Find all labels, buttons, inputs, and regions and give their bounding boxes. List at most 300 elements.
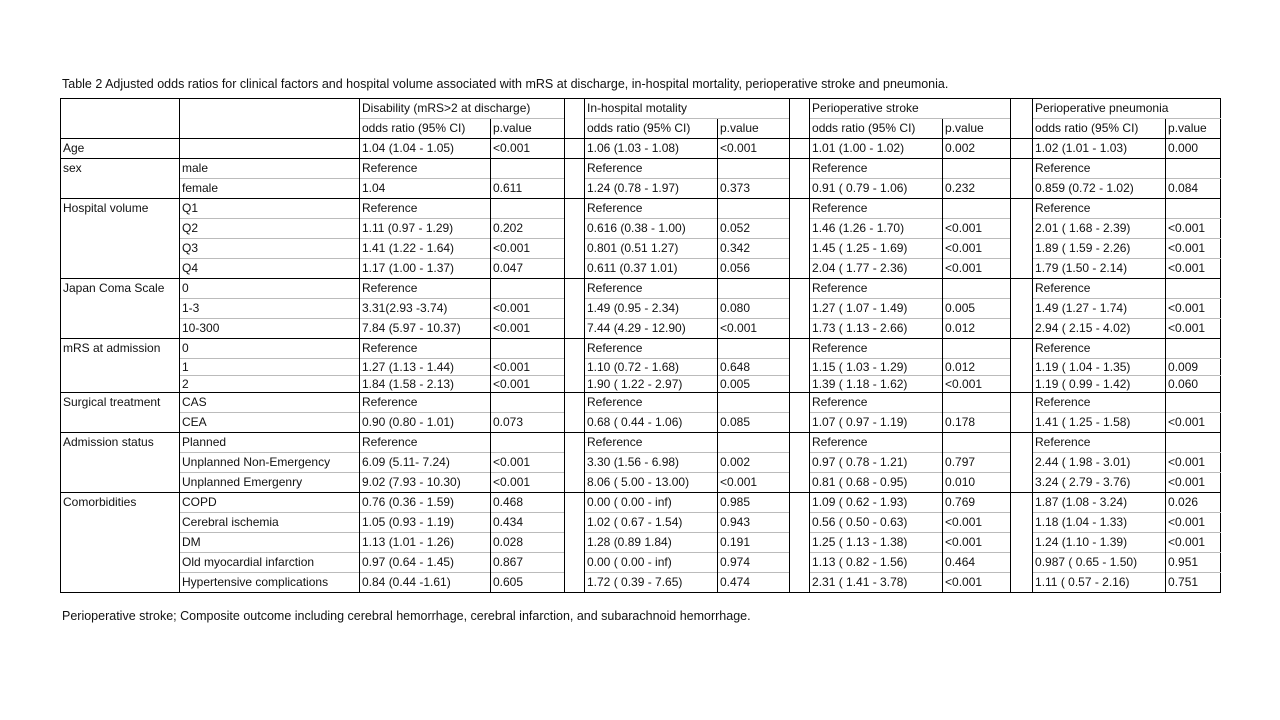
category-cell: CAS <box>180 393 360 413</box>
table-row <box>61 393 1221 413</box>
category-cell: Q3 <box>180 239 360 259</box>
column-spacer <box>790 453 810 473</box>
odds-ratio-cell: 1.01 (1.00 - 1.02) <box>810 139 943 159</box>
odds-ratio-cell: 1.87 (1.08 - 3.24) <box>1033 493 1166 513</box>
p-value-cell: <0.001 <box>718 319 790 339</box>
group-header-mortality: In-hospital motality <box>585 99 790 119</box>
group-header-pneumonia: Perioperative pneumonia <box>1033 99 1221 119</box>
column-header-p-value: p.value <box>718 119 790 139</box>
p-value-cell: <0.001 <box>1166 453 1221 473</box>
column-spacer <box>790 533 810 553</box>
odds-ratio-cell: 3.31(2.93 -3.74) <box>360 299 491 319</box>
column-spacer <box>790 299 810 319</box>
group-header-disability: Disability (mRS>2 at discharge) <box>360 99 565 119</box>
odds-ratio-cell: 1.28 (0.89 1.84) <box>585 533 718 553</box>
odds-ratio-cell: 0.84 (0.44 -1.61) <box>360 573 491 593</box>
table-row <box>61 239 1221 259</box>
p-value-cell <box>491 339 565 359</box>
p-value-cell: <0.001 <box>1166 259 1221 279</box>
p-value-cell: <0.001 <box>943 239 1011 259</box>
p-value-cell <box>491 159 565 179</box>
odds-ratio-cell: 0.68 ( 0.44 - 1.06) <box>585 413 718 433</box>
odds-ratio-cell: 0.81 ( 0.68 - 0.95) <box>810 473 943 493</box>
column-spacer <box>790 199 810 219</box>
p-value-cell: 0.468 <box>491 493 565 513</box>
odds-ratio-cell: 1.49 (1.27 - 1.74) <box>1033 299 1166 319</box>
p-value-cell: 0.867 <box>491 553 565 573</box>
p-value-cell: <0.001 <box>1166 299 1221 319</box>
odds-ratio-cell: 0.56 ( 0.50 - 0.63) <box>810 513 943 533</box>
column-spacer <box>1011 319 1033 339</box>
column-spacer <box>790 513 810 533</box>
odds-ratio-cell: 1.27 ( 1.07 - 1.49) <box>810 299 943 319</box>
odds-ratio-cell: 1.17 (1.00 - 1.37) <box>360 259 491 279</box>
odds-ratio-cell: 1.41 (1.22 - 1.64) <box>360 239 491 259</box>
table-caption: Table 2 Adjusted odds ratios for clinical factors and hospital volume associated with mRS at discharge, in-hospital mortality, perioperative stroke and pneumonia. <box>62 77 949 91</box>
p-value-cell: 0.951 <box>1166 553 1221 573</box>
p-value-cell: <0.001 <box>491 376 565 393</box>
column-spacer <box>790 159 810 179</box>
odds-ratio-cell: 7.44 (4.29 - 12.90) <box>585 319 718 339</box>
column-spacer <box>1011 553 1033 573</box>
column-spacer <box>565 376 585 393</box>
table-row <box>61 199 1221 219</box>
p-value-cell <box>718 433 790 453</box>
column-spacer <box>565 219 585 239</box>
p-value-cell: 0.000 <box>1166 139 1221 159</box>
column-spacer <box>565 433 585 453</box>
odds-ratio-cell: 1.02 ( 0.67 - 1.54) <box>585 513 718 533</box>
odds-ratio-cell: 1.06 (1.03 - 1.08) <box>585 139 718 159</box>
column-spacer <box>565 99 585 119</box>
p-value-cell: 0.085 <box>718 413 790 433</box>
column-header-p-value: p.value <box>1166 119 1221 139</box>
odds-ratio-cell: Reference <box>360 339 491 359</box>
column-spacer <box>565 493 585 513</box>
odds-ratio-cell: 0.859 (0.72 - 1.02) <box>1033 179 1166 199</box>
variable-cell <box>61 513 180 533</box>
odds-ratio-cell: 2.94 ( 2.15 - 4.02) <box>1033 319 1166 339</box>
odds-ratio-cell: 1.24 (1.10 - 1.39) <box>1033 533 1166 553</box>
category-cell: male <box>180 159 360 179</box>
category-cell: Unplanned Emergenry <box>180 473 360 493</box>
odds-ratio-cell: 1.73 ( 1.13 - 2.66) <box>810 319 943 339</box>
category-cell: Cerebral ischemia <box>180 513 360 533</box>
variable-cell: Age <box>61 139 180 159</box>
odds-ratio-cell: 3.30 (1.56 - 6.98) <box>585 453 718 473</box>
p-value-cell: <0.001 <box>491 359 565 376</box>
p-value-cell: 0.009 <box>1166 359 1221 376</box>
blank-header-cell <box>180 99 360 119</box>
category-cell: Unplanned Non-Emergency <box>180 453 360 473</box>
column-header-odds-ratio: odds ratio (95% CI) <box>360 119 491 139</box>
variable-cell <box>61 299 180 319</box>
p-value-cell: 0.769 <box>943 493 1011 513</box>
p-value-cell: 0.474 <box>718 573 790 593</box>
column-header-odds-ratio: odds ratio (95% CI) <box>810 119 943 139</box>
p-value-cell <box>718 199 790 219</box>
column-spacer <box>1011 99 1033 119</box>
p-value-cell: <0.001 <box>1166 239 1221 259</box>
p-value-cell <box>943 159 1011 179</box>
column-spacer <box>565 573 585 593</box>
column-spacer <box>565 393 585 413</box>
variable-cell <box>61 319 180 339</box>
column-spacer <box>1011 513 1033 533</box>
variable-cell: Comorbidities <box>61 493 180 513</box>
p-value-cell <box>718 159 790 179</box>
category-cell: female <box>180 179 360 199</box>
odds-ratio-cell: 2.04 ( 1.77 - 2.36) <box>810 259 943 279</box>
column-spacer <box>1011 533 1033 553</box>
p-value-cell: <0.001 <box>718 139 790 159</box>
category-cell: COPD <box>180 493 360 513</box>
column-spacer <box>1011 393 1033 413</box>
odds-ratio-cell: Reference <box>1033 159 1166 179</box>
p-value-cell: 0.232 <box>943 179 1011 199</box>
column-spacer <box>565 159 585 179</box>
column-spacer <box>790 239 810 259</box>
table-row <box>61 279 1221 299</box>
odds-ratio-cell: 9.02 (7.93 - 10.30) <box>360 473 491 493</box>
p-value-cell: 0.178 <box>943 413 1011 433</box>
p-value-cell <box>491 393 565 413</box>
odds-ratio-cell: 1.27 (1.13 - 1.44) <box>360 359 491 376</box>
odds-ratio-cell: 0.91 ( 0.79 - 1.06) <box>810 179 943 199</box>
odds-ratio-cell: 0.611 (0.37 1.01) <box>585 259 718 279</box>
odds-ratio-cell: Reference <box>1033 279 1166 299</box>
odds-ratio-cell: Reference <box>360 199 491 219</box>
table-row <box>61 299 1221 319</box>
column-spacer <box>790 219 810 239</box>
p-value-cell: 0.026 <box>1166 493 1221 513</box>
category-cell: Hypertensive complications <box>180 573 360 593</box>
column-spacer <box>565 339 585 359</box>
odds-ratio-cell: Reference <box>360 159 491 179</box>
column-spacer <box>1011 573 1033 593</box>
column-spacer <box>1011 493 1033 513</box>
odds-ratio-cell: Reference <box>810 199 943 219</box>
column-spacer <box>790 413 810 433</box>
column-spacer <box>1011 473 1033 493</box>
column-spacer <box>565 259 585 279</box>
table-row <box>61 513 1221 533</box>
p-value-cell: <0.001 <box>943 533 1011 553</box>
blank-header-cell <box>61 119 180 139</box>
column-spacer <box>790 359 810 376</box>
table-row <box>61 259 1221 279</box>
p-value-cell: 0.073 <box>491 413 565 433</box>
column-spacer <box>790 473 810 493</box>
odds-ratio-cell: 1.10 (0.72 - 1.68) <box>585 359 718 376</box>
column-spacer <box>1011 413 1033 433</box>
category-cell: 0 <box>180 279 360 299</box>
variable-cell <box>61 376 180 393</box>
p-value-cell: 0.464 <box>943 553 1011 573</box>
variable-cell <box>61 219 180 239</box>
column-spacer <box>1011 376 1033 393</box>
odds-ratio-cell: Reference <box>585 199 718 219</box>
variable-cell: mRS at admission <box>61 339 180 359</box>
column-spacer <box>1011 339 1033 359</box>
p-value-cell <box>943 279 1011 299</box>
table-row <box>61 493 1221 513</box>
column-spacer <box>790 99 810 119</box>
p-value-cell: <0.001 <box>1166 513 1221 533</box>
variable-cell: Admission status <box>61 433 180 453</box>
p-value-cell: 0.342 <box>718 239 790 259</box>
variable-cell <box>61 259 180 279</box>
table-row <box>61 319 1221 339</box>
column-spacer <box>1011 159 1033 179</box>
column-spacer <box>565 413 585 433</box>
p-value-cell: <0.001 <box>491 139 565 159</box>
odds-ratio-cell: Reference <box>360 433 491 453</box>
odds-ratio-cell: 1.24 (0.78 - 1.97) <box>585 179 718 199</box>
column-spacer <box>565 453 585 473</box>
odds-ratio-cell: 1.04 <box>360 179 491 199</box>
table-row <box>61 533 1221 553</box>
group-header-stroke: Perioperative stroke <box>810 99 1011 119</box>
column-spacer <box>790 339 810 359</box>
column-header-odds-ratio: odds ratio (95% CI) <box>585 119 718 139</box>
column-spacer <box>1011 119 1033 139</box>
table-row <box>61 553 1221 573</box>
odds-ratio-cell: 2.01 ( 1.68 - 2.39) <box>1033 219 1166 239</box>
p-value-cell: 0.005 <box>718 376 790 393</box>
blank-header-cell <box>180 119 360 139</box>
odds-ratio-cell: 1.84 (1.58 - 2.13) <box>360 376 491 393</box>
category-cell: Q1 <box>180 199 360 219</box>
p-value-cell <box>1166 433 1221 453</box>
column-spacer <box>1011 179 1033 199</box>
p-value-cell <box>718 279 790 299</box>
odds-ratio-cell: Reference <box>585 159 718 179</box>
odds-ratio-cell: 1.79 (1.50 - 2.14) <box>1033 259 1166 279</box>
odds-ratio-cell: 1.15 ( 1.03 - 1.29) <box>810 359 943 376</box>
column-spacer <box>565 139 585 159</box>
odds-ratio-cell: 0.90 (0.80 - 1.01) <box>360 413 491 433</box>
column-spacer <box>790 573 810 593</box>
column-header-odds-ratio: odds ratio (95% CI) <box>1033 119 1166 139</box>
column-spacer <box>1011 259 1033 279</box>
odds-ratio-cell: 6.09 (5.11- 7.24) <box>360 453 491 473</box>
odds-ratio-cell: Reference <box>1033 199 1166 219</box>
p-value-cell: <0.001 <box>491 239 565 259</box>
odds-ratio-cell: Reference <box>810 339 943 359</box>
category-cell: Q4 <box>180 259 360 279</box>
p-value-cell: <0.001 <box>491 473 565 493</box>
column-spacer <box>1011 139 1033 159</box>
table-row <box>61 453 1221 473</box>
p-value-cell <box>1166 339 1221 359</box>
p-value-cell: <0.001 <box>491 453 565 473</box>
column-spacer <box>790 259 810 279</box>
column-spacer <box>565 359 585 376</box>
odds-ratio-cell: 1.02 (1.01 - 1.03) <box>1033 139 1166 159</box>
column-spacer <box>1011 239 1033 259</box>
column-spacer <box>565 319 585 339</box>
variable-cell <box>61 533 180 553</box>
variable-cell: Hospital volume <box>61 199 180 219</box>
p-value-cell: <0.001 <box>943 259 1011 279</box>
column-header-p-value: p.value <box>943 119 1011 139</box>
table-body <box>61 139 1221 593</box>
column-spacer <box>790 376 810 393</box>
odds-ratio-cell: Reference <box>1033 433 1166 453</box>
column-spacer <box>790 319 810 339</box>
p-value-cell: <0.001 <box>491 299 565 319</box>
p-value-cell: 0.056 <box>718 259 790 279</box>
odds-ratio-cell: 0.97 (0.64 - 1.45) <box>360 553 491 573</box>
variable-cell: Japan Coma Scale <box>61 279 180 299</box>
column-spacer <box>1011 359 1033 376</box>
p-value-cell: 0.060 <box>1166 376 1221 393</box>
p-value-cell: 0.052 <box>718 219 790 239</box>
category-cell: 1 <box>180 359 360 376</box>
column-spacer <box>565 553 585 573</box>
column-spacer <box>565 119 585 139</box>
odds-ratio-cell: 7.84 (5.97 - 10.37) <box>360 319 491 339</box>
column-spacer <box>790 493 810 513</box>
table-row <box>61 139 1221 159</box>
category-cell <box>180 139 360 159</box>
odds-ratio-cell: 1.45 ( 1.25 - 1.69) <box>810 239 943 259</box>
category-cell: 0 <box>180 339 360 359</box>
odds-ratio-cell: 1.25 ( 1.13 - 1.38) <box>810 533 943 553</box>
p-value-cell: 0.012 <box>943 319 1011 339</box>
odds-ratio-cell: 0.97 ( 0.78 - 1.21) <box>810 453 943 473</box>
variable-cell <box>61 359 180 376</box>
p-value-cell: 0.202 <box>491 219 565 239</box>
p-value-cell: 0.002 <box>943 139 1011 159</box>
column-spacer <box>790 119 810 139</box>
table-row <box>61 376 1221 393</box>
odds-ratio-cell: 0.616 (0.38 - 1.00) <box>585 219 718 239</box>
p-value-cell: 0.797 <box>943 453 1011 473</box>
p-value-cell: 0.047 <box>491 259 565 279</box>
odds-ratio-cell: Reference <box>810 393 943 413</box>
p-value-cell: <0.001 <box>1166 533 1221 553</box>
odds-ratio-cell: Reference <box>360 279 491 299</box>
odds-ratio-cell: 0.00 ( 0.00 - inf) <box>585 553 718 573</box>
p-value-cell: 0.005 <box>943 299 1011 319</box>
table-header <box>61 99 1221 139</box>
p-value-cell: <0.001 <box>1166 413 1221 433</box>
variable-cell <box>61 553 180 573</box>
category-cell: Q2 <box>180 219 360 239</box>
column-spacer <box>1011 279 1033 299</box>
odds-ratio-table <box>60 98 1221 593</box>
odds-ratio-cell: 1.04 (1.04 - 1.05) <box>360 139 491 159</box>
column-spacer <box>565 199 585 219</box>
p-value-cell <box>718 393 790 413</box>
variable-cell <box>61 239 180 259</box>
odds-ratio-cell: Reference <box>1033 393 1166 413</box>
odds-ratio-cell: 1.05 (0.93 - 1.19) <box>360 513 491 533</box>
odds-ratio-cell: 3.24 ( 2.79 - 3.76) <box>1033 473 1166 493</box>
p-value-cell <box>943 393 1011 413</box>
category-cell: DM <box>180 533 360 553</box>
column-spacer <box>790 553 810 573</box>
p-value-cell <box>1166 393 1221 413</box>
column-spacer <box>565 513 585 533</box>
odds-ratio-cell: 1.11 ( 0.57 - 2.16) <box>1033 573 1166 593</box>
p-value-cell <box>491 433 565 453</box>
p-value-cell: 0.010 <box>943 473 1011 493</box>
odds-ratio-cell: 1.11 (0.97 - 1.29) <box>360 219 491 239</box>
p-value-cell: 0.084 <box>1166 179 1221 199</box>
p-value-cell: 0.943 <box>718 513 790 533</box>
p-value-cell: <0.001 <box>491 319 565 339</box>
p-value-cell <box>718 339 790 359</box>
column-spacer <box>1011 453 1033 473</box>
p-value-cell: 0.191 <box>718 533 790 553</box>
column-spacer <box>790 433 810 453</box>
p-value-cell: 0.974 <box>718 553 790 573</box>
p-value-cell: 0.605 <box>491 573 565 593</box>
p-value-cell: 0.080 <box>718 299 790 319</box>
p-value-cell: 0.648 <box>718 359 790 376</box>
p-value-cell: 0.012 <box>943 359 1011 376</box>
odds-ratio-cell: Reference <box>810 433 943 453</box>
p-value-cell: 0.028 <box>491 533 565 553</box>
variable-cell <box>61 413 180 433</box>
table-row <box>61 159 1221 179</box>
odds-ratio-cell: Reference <box>585 339 718 359</box>
odds-ratio-cell: 1.39 ( 1.18 - 1.62) <box>810 376 943 393</box>
column-spacer <box>565 473 585 493</box>
table-row <box>61 433 1221 453</box>
variable-cell <box>61 573 180 593</box>
column-header-p-value: p.value <box>491 119 565 139</box>
p-value-cell: 0.611 <box>491 179 565 199</box>
odds-ratio-cell: Reference <box>810 159 943 179</box>
odds-ratio-cell: Reference <box>810 279 943 299</box>
table-row <box>61 179 1221 199</box>
p-value-cell: <0.001 <box>943 219 1011 239</box>
odds-ratio-cell: 1.89 ( 1.59 - 2.26) <box>1033 239 1166 259</box>
category-cell: 10-300 <box>180 319 360 339</box>
odds-ratio-cell: 1.49 (0.95 - 2.34) <box>585 299 718 319</box>
variable-cell: sex <box>61 159 180 179</box>
table-row <box>61 359 1221 376</box>
odds-ratio-cell: 1.46 (1.26 - 1.70) <box>810 219 943 239</box>
odds-ratio-cell: 1.18 (1.04 - 1.33) <box>1033 513 1166 533</box>
category-cell: Old myocardial infarction <box>180 553 360 573</box>
column-spacer <box>1011 299 1033 319</box>
p-value-cell <box>943 433 1011 453</box>
column-spacer <box>1011 433 1033 453</box>
odds-ratio-cell: 0.987 ( 0.65 - 1.50) <box>1033 553 1166 573</box>
p-value-cell: <0.001 <box>943 513 1011 533</box>
odds-ratio-cell: Reference <box>585 279 718 299</box>
column-spacer <box>790 393 810 413</box>
p-value-cell <box>1166 199 1221 219</box>
column-spacer <box>565 179 585 199</box>
variable-cell: Surgical treatment <box>61 393 180 413</box>
group-header-row <box>61 99 1221 119</box>
p-value-cell <box>943 339 1011 359</box>
column-spacer <box>565 279 585 299</box>
odds-ratio-cell: 1.19 ( 1.04 - 1.35) <box>1033 359 1166 376</box>
category-cell: CEA <box>180 413 360 433</box>
p-value-cell: 0.373 <box>718 179 790 199</box>
column-spacer <box>1011 199 1033 219</box>
odds-ratio-cell: 1.72 ( 0.39 - 7.65) <box>585 573 718 593</box>
odds-ratio-cell: 1.41 ( 1.25 - 1.58) <box>1033 413 1166 433</box>
odds-ratio-cell: 1.90 ( 1.22 - 2.97) <box>585 376 718 393</box>
